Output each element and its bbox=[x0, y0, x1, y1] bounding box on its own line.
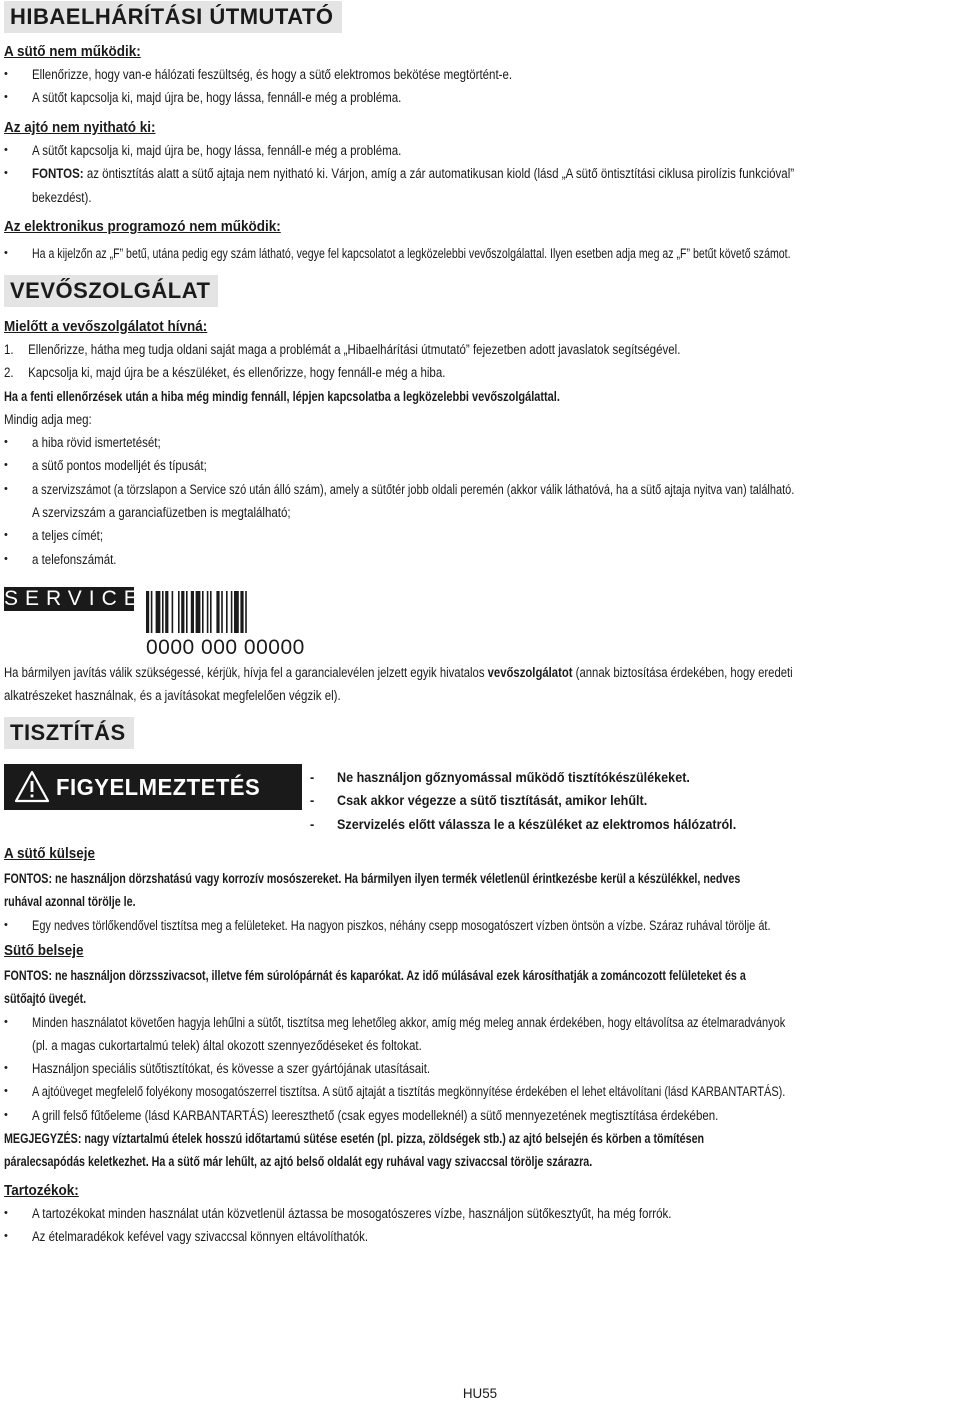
accessories-heading: Tartozékok: bbox=[4, 1182, 79, 1199]
cleaning-section bbox=[4, 717, 956, 749]
list-item: - Csak akkor végezze a sütő tisztítását, amikor lehűlt. bbox=[310, 792, 648, 809]
list-item: • Az ételmaradékok kefével vagy szivaccsal könnyen eltávolíthatók. bbox=[4, 1225, 956, 1248]
troubleshooting-section bbox=[4, 1, 956, 33]
service-bold-note: Ha a fenti ellenőrzések után a hiba még mindig fennáll, lépjen kapcsolatba a legközelebbi vevőszolgálattal. bbox=[4, 388, 560, 404]
list-item: • A ajtóüveget megfelelő folyékony mosogatószerrel tisztítsa. A sütő ajtaját a tisztítás megkönnyítése érdekében el lehet eltávolítani (lásd KARBANTARTÁS). bbox=[4, 1080, 956, 1103]
list-item: • a telefonszámát. bbox=[4, 548, 956, 571]
accessories-block bbox=[4, 1180, 956, 1249]
important-label: FONTOS: bbox=[32, 166, 84, 182]
service-title: VEVŐSZOLGÁLAT bbox=[4, 275, 218, 307]
service-section bbox=[4, 275, 956, 307]
programmer-heading: Az elektronikus programozó nem működik: bbox=[4, 218, 281, 235]
cleaning-title: TISZTÍTÁS bbox=[4, 717, 134, 749]
warning-box bbox=[4, 764, 302, 810]
list-item: • A sütőt kapcsolja ki, majd újra be, hogy lássa, fennáll-e még a probléma. bbox=[4, 86, 956, 109]
list-item: • A sütőt kapcsolja ki, majd újra be, hogy lássa, fennáll-e még a probléma. bbox=[4, 139, 956, 162]
list-item: • Minden használatot követően hagyja lehűlni a sütőt, tisztítsa meg lehetőleg akkor, amíg még meleg annak érdekében, hogy eltávolítsa az ételmaradványok (pl. a magas cukortartalmú telek) által okozott szennyeződéseket és foltokat. bbox=[4, 1011, 956, 1058]
list-item: - Szervizelés előtt válassza le a készüléket az elektromos hálózatról. bbox=[310, 815, 737, 832]
exterior-heading: A sütő külseje bbox=[4, 845, 96, 862]
list-item: • Ellenőrizze, hogy van-e hálózati feszültség, és hogy a sütő elektromos bekötése megtörtént-e. bbox=[4, 63, 956, 86]
exterior-block: A sütő külseje FONTOS: ne használjon dörzshatású vagy korrozív mosószereket. Ha bármilyen ilyen termék véletlenül érintkezésbe kerül a készülékkel, nedves ruhával azonnal törölje le. • Egy nedves törlőkendővel tisztítsa meg a felületeket. Ha nagyon piszkos, néhány csepp mosogatószert vízben öntsön a vízbe. Száraz ruhával törölje át. bbox=[4, 843, 956, 937]
not-working-heading: A sütő nem működik: bbox=[4, 43, 141, 60]
list-item: • FONTOS: az öntisztítás alatt a sütő ajtaja nem nyitható ki. Várjon, amíg a zár automatikusan kiold (lásd „A sütő öntisztítási ciklusa pirolízis funkcióval” bekezdést). bbox=[4, 162, 956, 209]
list-item: • a sütő pontos modelljét és típusát; bbox=[4, 454, 956, 477]
service-block bbox=[4, 316, 956, 571]
list-item: • Ha a kijelzőn az „F” betű, utána pedig egy szám látható, vegye fel kapcsolatot a legközelebbi vevőszolgálattal. Ilyen esetben adja meg az „F” betűt követő számot. bbox=[4, 242, 956, 265]
exterior-note: FONTOS: ne használjon dörzshatású vagy korrozív mosószereket. Ha bármilyen ilyen termék véletlenül érintkezésbe kerül a készülékkel, nedves bbox=[4, 871, 741, 886]
barcode-number: 0000 000 00000 bbox=[146, 636, 305, 659]
list-item: • Egy nedves törlőkendővel tisztítsa meg a felületeket. Ha nagyon piszkos, néhány csepp mosogatószert vízben öntsön a vízbe. Száraz ruhával törölje át. bbox=[4, 914, 956, 937]
list-item: 1. Ellenőrizze, hátha meg tudja oldani saját maga a problémát a „Hibaelhárítási útmutató” fejezetben adott javaslatok segítségével. bbox=[4, 342, 681, 357]
repair-paragraph: Ha bármilyen javítás válik szükségessé, kérjük, hívja fel a garancialevélen jelzett egyik hivatalos vevőszolgálatot (annak biztosítása érdekében, hogy eredeti alkatrészeket használnak, és a javításokat megfelelően végzik el). bbox=[4, 665, 793, 704]
barcode-image bbox=[146, 591, 306, 633]
list-item: - Ne használjon gőznyomással működő tisztítókészülékeket. bbox=[310, 769, 690, 785]
door-block bbox=[4, 117, 956, 209]
list-item: • Használjon speciális sütőtisztítókat, és kövesse a szer gyártójának utasításait. bbox=[4, 1057, 956, 1080]
remark-note: MEGJEGYZÉS: nagy víztartalmú ételek hosszú időtartamú sütése esetén (pl. pizza, zöldségek stb.) az ajtó belsején és körben a tömítésen bbox=[4, 1131, 705, 1147]
warning-label: FIGYELMEZTETÉS bbox=[56, 774, 261, 800]
warning-list bbox=[310, 766, 784, 836]
door-heading: Az ajtó nem nyitható ki: bbox=[4, 119, 156, 136]
service-logo: SERVICE bbox=[4, 587, 145, 610]
list-item: • a szervizszámot (a törzslapon a Service szó után álló szám), amely a sütőtér jobb oldali peremén (akkor válik láthatóvá, ha a sütő ajtaja nyitva van) található. A szervizszám a garanciafüzetben is megtalálható; bbox=[4, 478, 956, 525]
interior-note: FONTOS: ne használjon dörzsszivacsot, illetve fém súrolópárnát és kaparókat. Az idő múlásával ezek károsíthatják a zománcozott felületeket és a bbox=[4, 968, 746, 983]
give-label: Mindig adja meg: bbox=[4, 411, 92, 427]
not-working-block bbox=[4, 41, 956, 110]
page-number: HU55 bbox=[462, 1386, 498, 1401]
service-heading: Mielőtt a vevőszolgálatot hívná: bbox=[4, 318, 208, 335]
list-item: • a teljes címét; bbox=[4, 524, 956, 547]
interior-heading: Sütő belseje bbox=[4, 942, 84, 959]
list-item: • A tartozékokat minden használat után közvetlenül áztassa be mosogatószeres vízbe, használjon sütőkesztyűt, ha még forrók. bbox=[4, 1202, 956, 1225]
troubleshooting-title: HIBAELHÁRÍTÁSI ÚTMUTATÓ bbox=[4, 1, 342, 33]
programmer-block bbox=[4, 216, 956, 265]
list-item: • A grill felső fűtőeleme (lásd KARBANTARTÁS) leereszthető (csak egyes modelleknél) a sütő mennyezetének megtisztítása érdekében. bbox=[4, 1104, 956, 1127]
list-item: 2. Kapcsolja ki, majd újra be a készüléket, és ellenőrizze, hogy fennáll-e még a hiba. bbox=[4, 365, 446, 381]
list-item: • a hiba rövid ismertetését; bbox=[4, 431, 956, 454]
warning-icon bbox=[14, 770, 50, 804]
interior-block: Sütő belseje FONTOS: ne használjon dörzsszivacsot, illetve fém súrolópárnát és kaparókat. Az idő múlásával ezek károsíthatják a zománcozott felületeket és a sütőajtó üvegét. • Minden használatot követően hagyja lehűlni a sütőt, tisztítsa meg lehetőleg akkor, amíg még meleg annak érdekében, hogy eltávolítsa az ételmaradványok (pl. a magas cukortartalmú telek) által okozott szennyeződéseket és foltokat. • Használjon speciális sütőtisztítókat, és kövesse a szer gyártójának utasításait. • A ajtóüveget megfelelő folyékony mosogatószerrel tisztítsa. A sütő ajtaját a tisztítás megkönnyítése érdekében el lehet eltávolítani (lásd KARBANTARTÁS). • A grill felső fűtőeleme (lásd KARBANTARTÁS) leereszthető (csak egyes modelleknél) a sütő mennyezetének megtisztítása érdekében. MEGJEGYZÉS: nagy víztartalmú ételek hosszú időtartamú sütése esetén (pl. pizza, zöldségek stb.) az ajtó belsején és körben a tömítésen páralecsapódás keletkezhet. Ha a sütő már lehűlt, az ajtó belső oldalát egy ruhával vagy szivaccsal törölje szárazra. bbox=[4, 940, 956, 1174]
